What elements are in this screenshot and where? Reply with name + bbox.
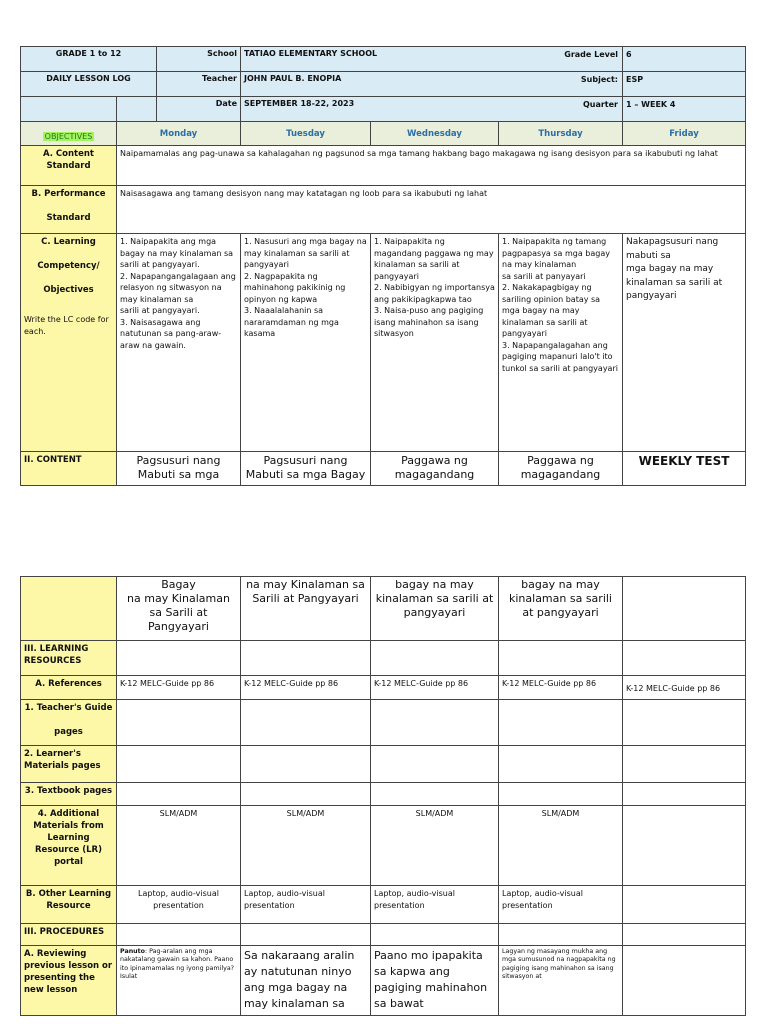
teacher-label: Teacher — [157, 72, 241, 97]
content-standard-text: Naipamamalas ang pag-unawa sa kahalagahan ng pagsunod sa mga tamang hakbang bago makagawa ng isang desisyon para sa ikabubuti ng lahat — [117, 146, 746, 186]
day-monday: Monday — [117, 122, 241, 146]
lc-thursday: 1. Naipapakita ng tamang pagpapasya sa mga bagay na may kinalaman sa sarili at panyayari 2. Nakakapagbigay ng sariling opinion batay sa mga bagay na may kinalaman sa sarili at pangyayari 3. Napapangalagahan ang pagiging mapanuri lalo't ito tunkol sa sarili at pangyayari — [499, 234, 623, 452]
panuto-label: Panuto — [120, 948, 145, 955]
additional-monday: SLM/ADM — [117, 806, 241, 886]
content-tuesday-bottom: na may Kinalaman sa Sarili at Pangyayari — [241, 577, 371, 641]
lc-monday: 1. Naipapakita ang mga bagay na may kinalaman sa sarili at pangyayari. 2. Napapangangalagaan ang relasyon ng sitwasyon na may kinalaman sa sarili at pangyayari. 3. Naisasagawa ang natutunan sa pang-araw-araw na gawain. — [117, 234, 241, 452]
log-title: DAILY LESSON LOG — [21, 72, 157, 97]
date-label: Date — [157, 97, 241, 122]
content-friday-weekly-test: WEEKLY TEST — [623, 452, 746, 486]
lesson-log-table-page1: GRADE 1 to 12 School TATIAO ELEMENTARY SCHOOL Grade Level 6 DAILY LESSON LOG Teacher JOHN PAUL B. ENOPIA Subject: ESP Date SEPTEMBER 18-22, 2023 Quarter 1 – WEEK 4 OBJECTIVES Monday Tuesday Wednesday Thursday Friday A. Content Standard Naipamamalas ang pag-unawa sa kahalagahan ng pagsunod sa mga tamang hakbang bago makagawa ng isang desisyon para sa ikabubuti ng lahat B. Performance Standard Naisasagawa ang tamang desisyon nang may katatagan ng loob para sa ikabubuti ng lahat C. Learning Competency/ Objectives Write the LC code for each. 1. Naipapakita ang mga bagay na may kinalaman sa sarili at pangyayari. 2. Napapangangalagaan ang relasyon ng sitwasyon na may kinalaman sa sarili at pangyayari. 3. Naisasagawa ang natutunan sa pang-araw-araw na gawain. 1. Nasusuri ang mga bagay na may kinalaman sa sarili at pangyayari 2. Nagpapakita ng mahinahong pakikinig ng opinyon ng kapwa 3. Naaalalahanin sa nararamdaman ng mga kasama 1. Naipapakita ng magandang paggawa ng may kinalaman sa sarili at pangyayari 2. Nabibigyan ng importansya ang pakikipagkapwa tao 3. Naisa-puso ang pagiging isang mahinahon sa isang sitwasyon 1. Naipapakita ng tamang pagpapasya sa mga bagay na may kinalaman sa sarili at panyayari 2. Nakakapagbigay ng sariling opinion batay sa mga bagay na may kinalaman sa sarili at pangyayari 3. Napapangalagahan ang pagiging mapanuri lalo't ito tunkol sa sarili at pangyayari Nakapagsusuri nang mabuti sa mga bagay na may kinalaman sa sarili at pangyayari II. CONTENT Pagsusuri nang Mabuti sa mga Pagsusuri nang Mabuti sa mga Bagay Paggawa ng magagandang Paggawa ng magagandang WEEKLY TEST — [20, 46, 746, 486]
review-wednesday: Paano mo ipapakita sa kapwa ang pagiging mahinahon sa bawat — [371, 946, 499, 1016]
lesson-log-table-page2 — [20, 576, 746, 1016]
learning-competency-label: C. Learning Competency/ Objectives — [37, 237, 100, 295]
day-thursday: Thursday — [499, 122, 623, 146]
reference-thursday: K-12 MELC-Guide pp 86 — [499, 676, 623, 700]
textbook-pages-label: 3. Textbook pages — [21, 783, 117, 806]
other-resource-label: B. Other Learning Resource — [21, 886, 117, 924]
performance-standard-text: Naisasagawa ang tamang desisyon nang may katatagan ng loob para sa ikabubuti ng lahat — [117, 186, 746, 234]
lc-code-note: Write the LC code for each. — [24, 315, 109, 336]
other-thursday: Laptop, audio-visual presentation — [499, 886, 623, 924]
content-monday-bottom: Bagay na may Kinalaman sa Sarili at Pangyayari — [117, 577, 241, 641]
additional-materials-label: 4. Additional Materials from Learning Resource (LR) portal — [21, 806, 117, 886]
grade-level-value: 6 — [626, 50, 632, 59]
content-standard-label: A. Content Standard — [21, 146, 117, 186]
learners-materials-label: 2. Learner's Materials pages — [21, 746, 117, 783]
content-thursday-top: Paggawa ng magagandang — [499, 452, 623, 486]
teachers-guide-label: 1. Teacher's Guide pages — [21, 700, 117, 746]
content-tuesday-top: Pagsusuri nang Mabuti sa mga Bagay — [241, 452, 371, 486]
other-tuesday: Laptop, audio-visual presentation — [241, 886, 371, 924]
performance-standard-label: B. Performance Standard — [21, 186, 117, 234]
school-label: School — [157, 47, 241, 72]
reference-wednesday: K-12 MELC-Guide pp 86 — [371, 676, 499, 700]
teacher-value: JOHN PAUL B. ENOPIA — [241, 72, 623, 97]
other-monday: Laptop, audio-visual presentation — [117, 886, 241, 924]
lc-wednesday: 1. Naipapakita ng magandang paggawa ng may kinalaman sa sarili at pangyayari 2. Nabibigyan ng importansya ang pakikipagkapwa tao 3. Naisa-puso ang pagiging isang mahinahon sa isang sitwasyon — [371, 234, 499, 452]
objectives-label: OBJECTIVES — [44, 132, 93, 141]
content-wednesday-bottom: bagay na may kinalaman sa sarili at pangyayari — [371, 577, 499, 641]
other-wednesday: Laptop, audio-visual presentation — [371, 886, 499, 924]
content-thursday-bottom: bagay na may kinalaman sa sarili at pangyayari — [499, 577, 623, 641]
references-label: A. References — [21, 676, 117, 700]
additional-wednesday: SLM/ADM — [371, 806, 499, 886]
learning-resources-label: III. LEARNING RESOURCES — [21, 641, 117, 676]
procedures-label: III. PROCEDURES — [21, 924, 117, 946]
day-friday: Friday — [623, 122, 746, 146]
review-tuesday: Sa nakaraang aralin ay natutunan ninyo ang mga bagay na may kinalaman sa — [241, 946, 371, 1016]
review-thursday: Lagyan ng masayang mukha ang mga sumusunod na nagpapakita ng pagiging isang mahinahon sa isang sitwasyon at — [499, 946, 623, 1016]
lc-friday: Nakapagsusuri nang mabuti sa mga bagay na may kinalaman sa sarili at pangyayari — [623, 234, 746, 452]
day-tuesday: Tuesday — [241, 122, 371, 146]
quarter-value: 1 – WEEK 4 — [626, 100, 676, 109]
reference-tuesday: K-12 MELC-Guide pp 86 — [241, 676, 371, 700]
review-monday: : Pag-aralan ang mga nakatalang gawain sa kahon. Paano ito ipinamamalas ng iyong pamilya? Isulat — [120, 948, 235, 981]
lc-tuesday: 1. Nasusuri ang mga bagay na may kinalaman sa sarili at pangyayari 2. Nagpapakita ng mahinahong pakikinig ng opinyon ng kapwa 3. Naaalalahanin sa nararamdaman ng mga kasama — [241, 234, 371, 452]
grades-label: GRADE 1 to 12 — [21, 47, 157, 72]
date-value: SEPTEMBER 18-22, 2023 — [241, 97, 623, 122]
additional-thursday: SLM/ADM — [499, 806, 623, 886]
subject-value: ESP — [626, 75, 644, 84]
additional-tuesday: SLM/ADM — [241, 806, 371, 886]
reviewing-lesson-label: A. Reviewing previous lesson or presenting the new lesson — [21, 946, 117, 1016]
reference-monday: K-12 MELC-Guide pp 86 — [117, 676, 241, 700]
reference-friday: K-12 MELC-Guide pp 86 — [623, 676, 746, 700]
day-wednesday: Wednesday — [371, 122, 499, 146]
content-label: II. CONTENT — [21, 452, 117, 486]
content-monday-top: Pagsusuri nang Mabuti sa mga — [117, 452, 241, 486]
school-value: TATIAO ELEMENTARY SCHOOL — [241, 47, 623, 72]
content-wednesday-top: Paggawa ng magagandang — [371, 452, 499, 486]
